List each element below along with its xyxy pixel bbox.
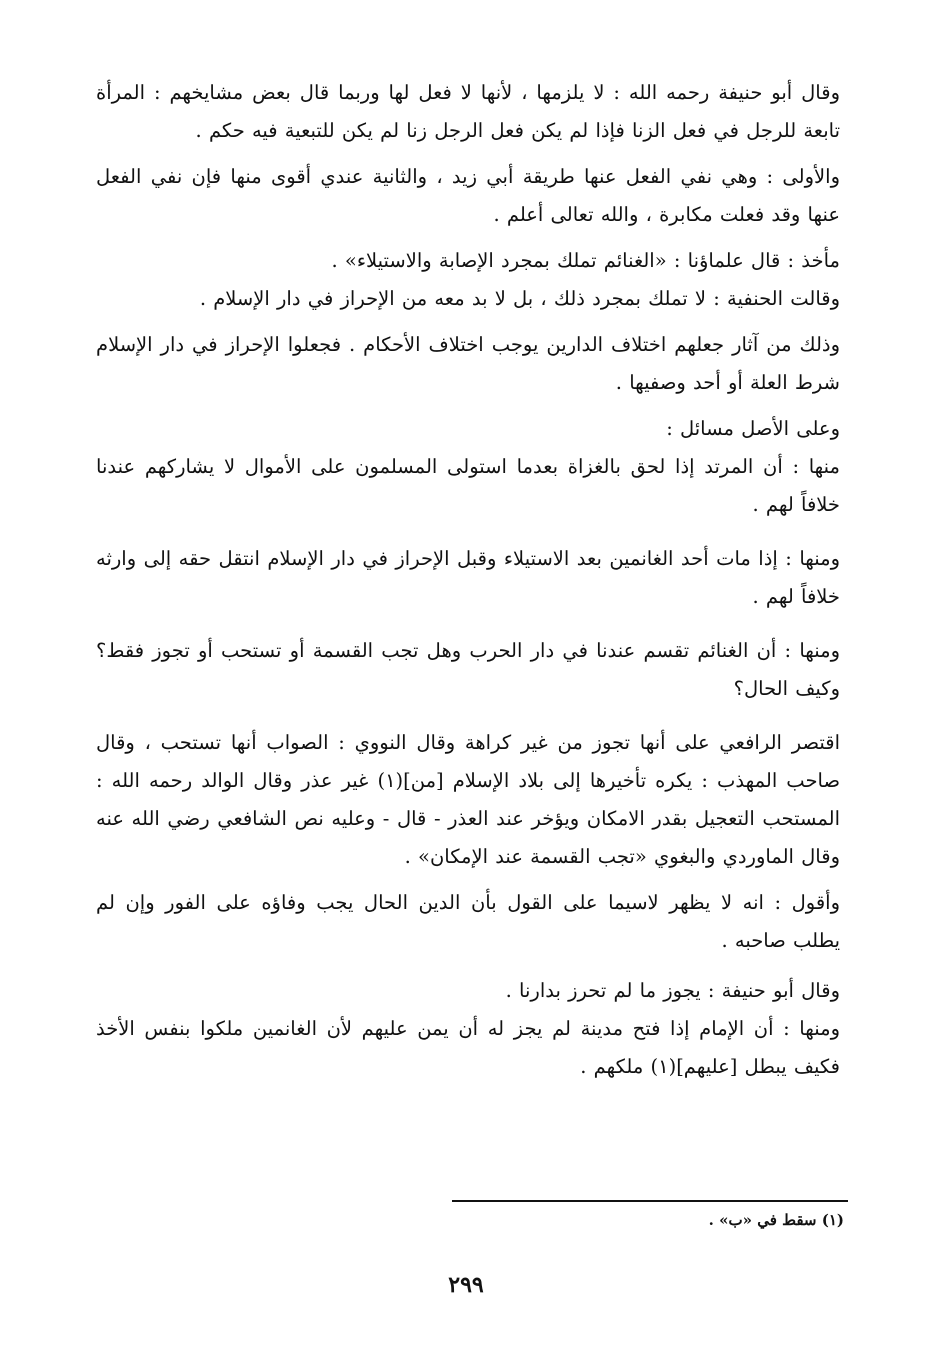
paragraph-death-of-ghanim: ومنها : إذا مات أحد الغانمين بعد الاستيلاء وقبل الإحراز في دار الإسلام انتقل حقه إلى وارثه خلافاً لهم .: [96, 547, 840, 608]
paragraph-imam-fath: ومنها : أن الإمام إذا فتح مدينة لم يجز له أن يمن عليهم لأن الغانمين ملكوا بنفس الأخذ فكيف يبطل [عليهم](١) ملكهم .: [96, 1017, 840, 1078]
main-text: [96, 74, 840, 1086]
paragraph-awla: والأولى : وهي نفي الفعل عنها طريقة أبي زيد ، والثانية عندي أقوى منها فإن نفي الفعل عنها وقد فعلت مكابرة ، والله تعالى أعلم .: [96, 165, 840, 226]
paragraph-abu-hanifa-opinion: وقال أبو حنيفة رحمه الله : لا يلزمها ، لأنها لا فعل لها وربما قال بعض مشايخهم : المرأة تابعة للرجل في فعل الزنا فإذا لم يكن فعل الرجل زنا لم يكن للتبعية فيه حكم .: [96, 81, 840, 142]
footnote: (١) سقط في «ب» .: [708, 1211, 844, 1229]
paragraph-murtadd: منها : أن المرتد إذا لحق بالغزاة بعدما استولى المسلمون على الأموال لا يشاركهم عندنا خلافاً لهم .: [96, 455, 840, 516]
page-number: ٢٩٩: [448, 1272, 484, 1298]
paragraph-rafii: اقتصر الرافعي على أنها تجوز من غير كراهة وقال النووي : الصواب أنها تستحب ، وقال صاحب المهذب : يكره تأخيرها إلى بلاد الإسلام [من](١) غير عذر وقال الوالد رحمه الله : المستحب التعجيل بقدر الامكان ويؤخر عند العذر - قال - وعليه نص الشافعي رضي الله عنه وقال الماوردي والبغوي «تجب القسمة عند الإمكان» .: [96, 731, 841, 868]
paragraph-qisma: ومنها : أن الغنائم تقسم عندنا في دار الحرب وهل تجب القسمة أو تستحب أو تجوز فقط؟ وكيف الحال؟: [96, 639, 840, 700]
paragraph-abu-hanifa-yajuz: وقال أبو حنيفة : يجوز ما لم تحرز بدارنا .: [505, 979, 840, 1002]
paragraph-dhalika: وذلك من آثار جعلهم اختلاف الدارين يوجب اختلاف الأحكام . فجعلوا الإحراز في دار الإسلام شرط العلة أو أحد وصفيها .: [96, 333, 840, 394]
paragraph-masail-heading: وعلى الأصل مسائل :: [666, 417, 840, 440]
paragraph-makhadh: مأخذ : قال علماؤنا : «الغنائم تملك بمجرد الإصابة والاستيلاء» .: [331, 249, 840, 272]
paragraph-aqulu: وأقول : انه لا يظهر لاسيما على القول بأن الدين الحال يجب وفاؤه على الفور وإن لم يطلب صاحبه .: [96, 891, 840, 952]
paragraph-hanafiyya: وقالت الحنفية : لا تملك بمجرد ذلك ، بل لا بد معه من الإحراز في دار الإسلام .: [199, 287, 840, 310]
footnote-divider: [452, 1200, 848, 1202]
